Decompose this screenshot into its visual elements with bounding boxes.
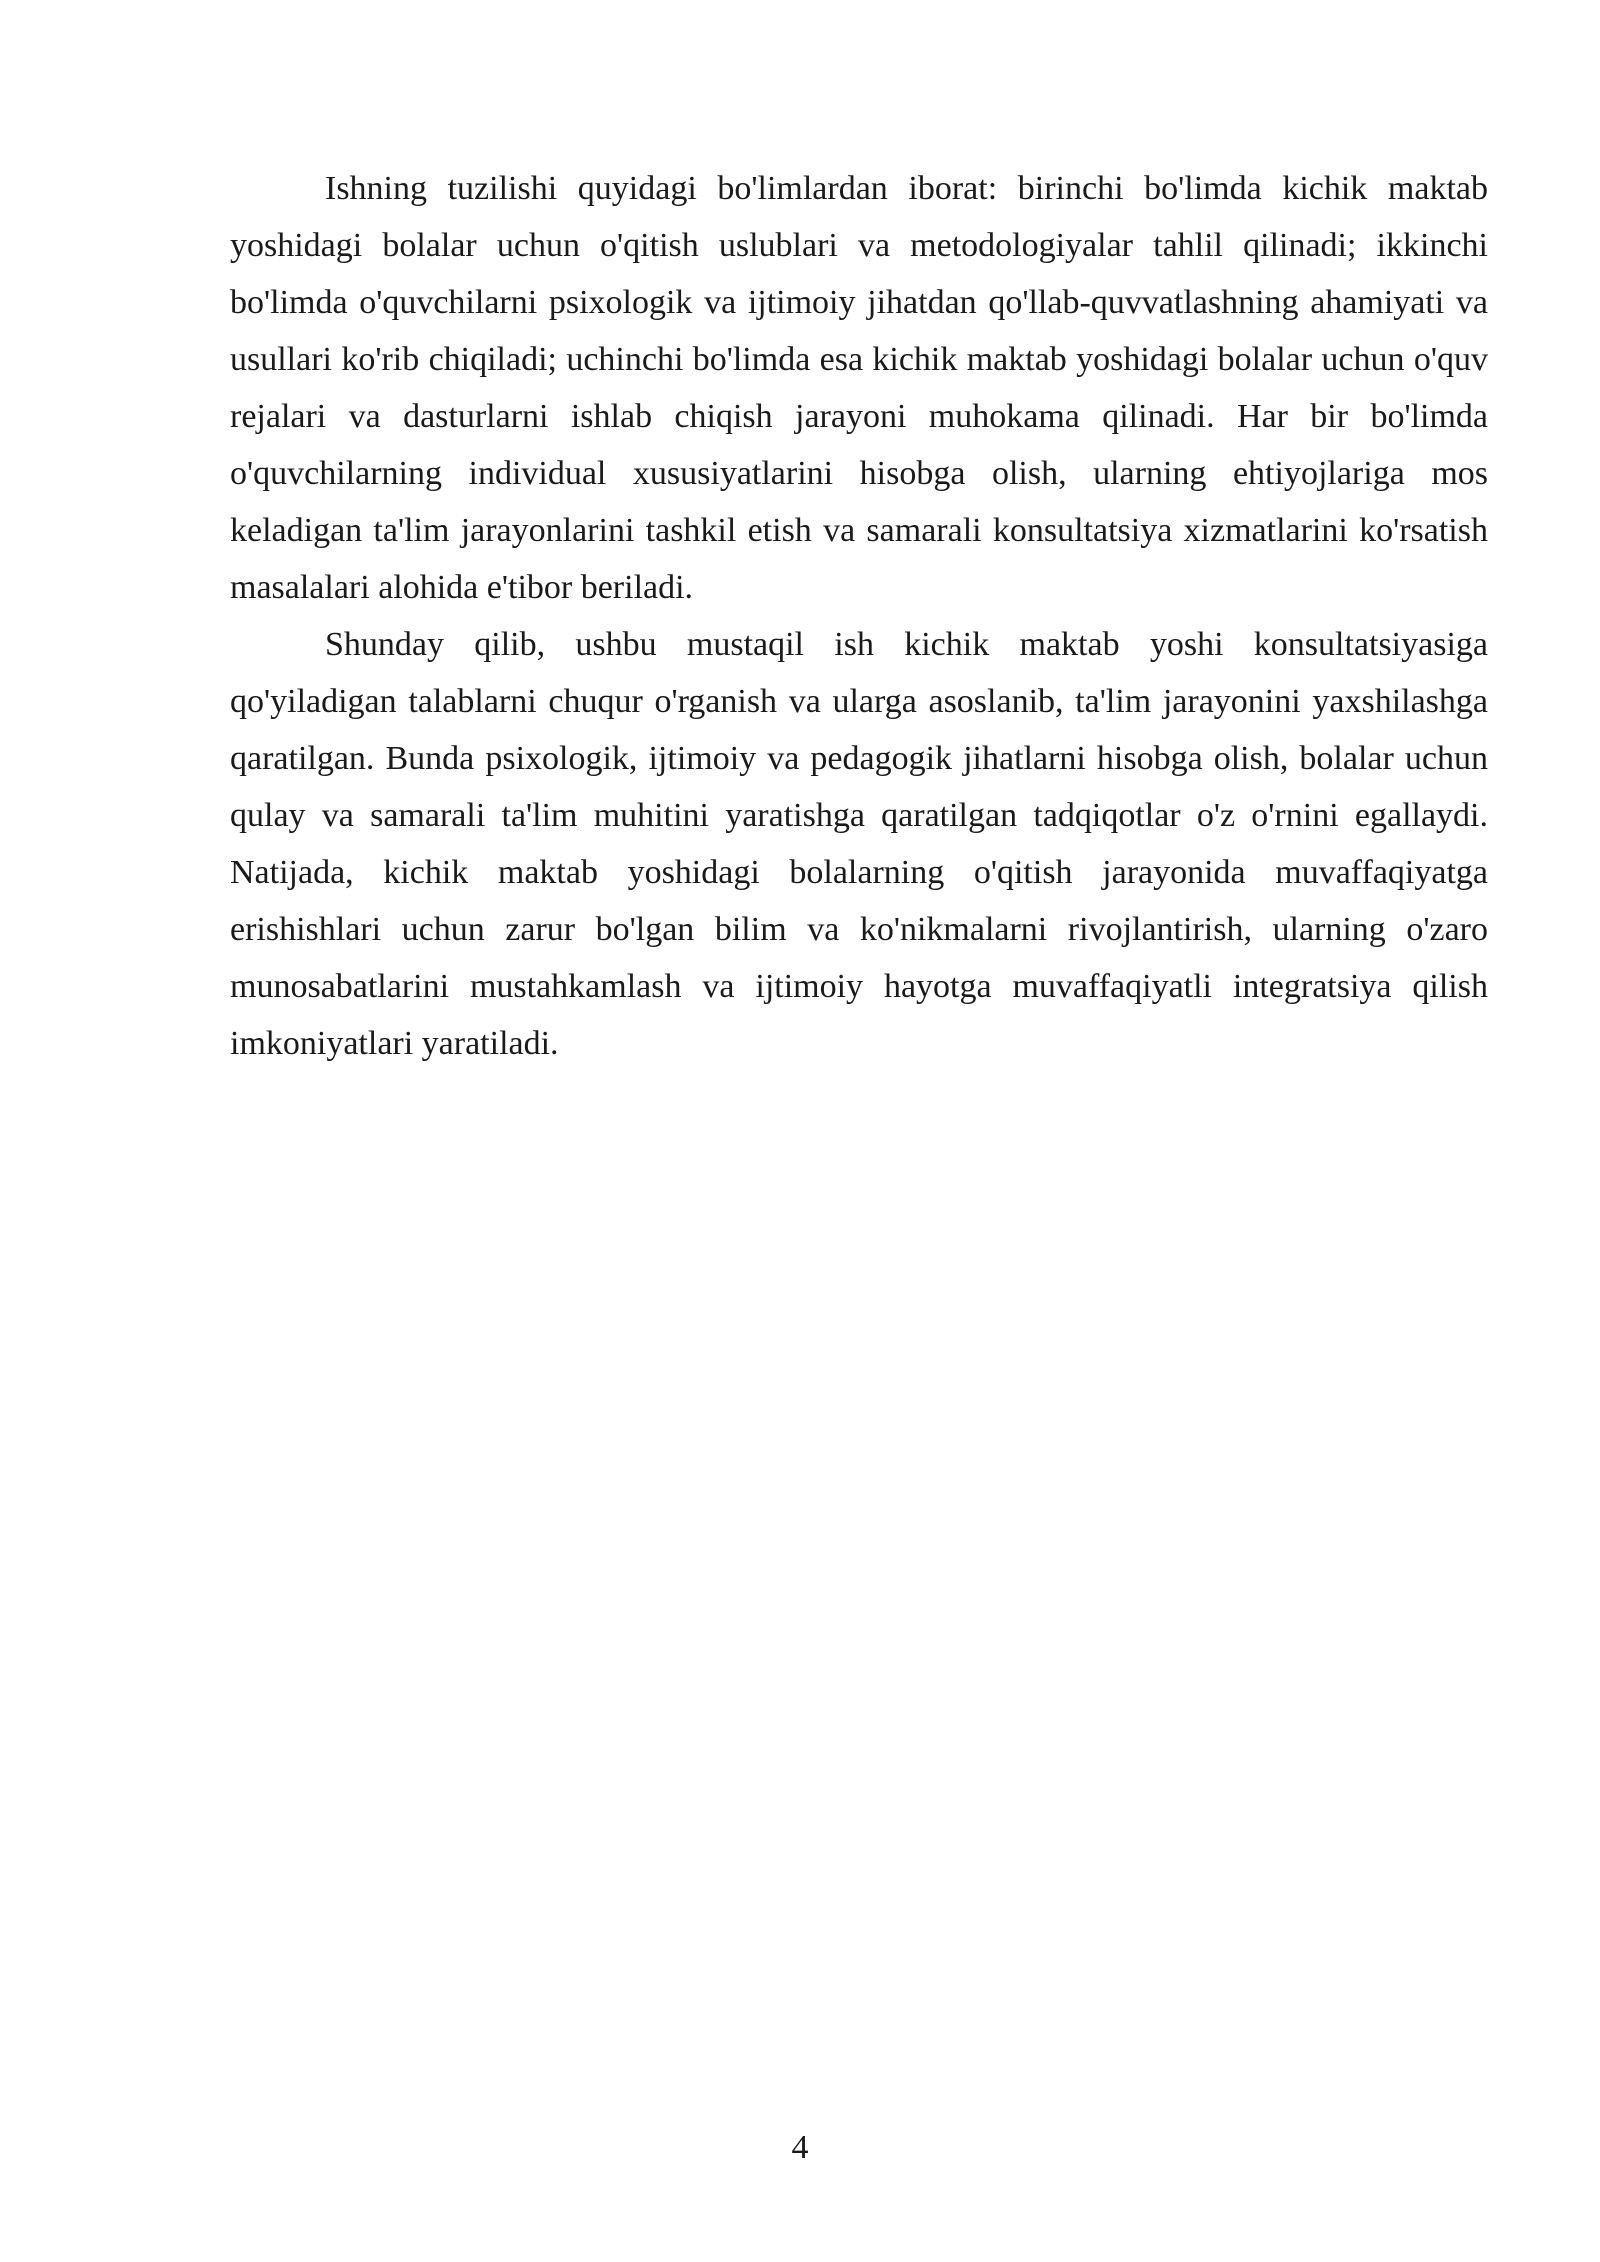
- paragraph-structure: Ishning tuzilishi quyidagi bo'limlardan iborat: birinchi bo'limda kichik maktab yoshidagi bolalar uchun o'qitish uslublari va metodologiyalar tahlil qilinadi; ikkinchi bo'limda o'quvchilarni psixologik va ijtimoiy jihatdan qo'llab-quvvatlashning ahamiyati va usullari ko'rib chiqiladi; uchinchi bo'limda esa kichik maktab yoshidagi bolalar uchun o'quv rejalari va dasturlarni ishlab chiqish jarayoni muhokama qilinadi. Har bir bo'limda o'quvchilarning individual xususiyatlarini hisobga olish, ularning ehtiyojlariga mos keladigan ta'lim jarayonlarini tashkil etish va samarali konsultatsiya xizmatlarini ko'rsatish masalalari alohida e'tibor beriladi.: [230, 170, 1488, 606]
- paragraph-conclusion: Shunday qilib, ushbu mustaqil ish kichik maktab yoshi konsultatsiyasiga qo'yiladigan talablarni chuqur o'rganish va ularga asoslanib, ta'lim jarayonini yaxshilashga qaratilgan. Bunda psixologik, ijtimoiy va pedagogik jihatlarni hisobga olish, bolalar uchun qulay va samarali ta'lim muhitini yaratishga qaratilgan tadqiqotlar o'z o'rnini egallaydi. Natijada, kichik maktab yoshidagi bolalarning o'qitish jarayonida muvaffaqiyatga erishishlari uchun zarur bo'lgan bilim va ko'nikmalarni rivojlantirish, ularning o'zaro munosabatlarini mustahkamlash va ijtimoiy hayotga muvaffaqiyatli integratsiya qilish imkoniyatlari yaratiladi.: [230, 626, 1488, 1062]
- page-number: 4: [791, 2129, 809, 2166]
- body-text: [230, 160, 1488, 1072]
